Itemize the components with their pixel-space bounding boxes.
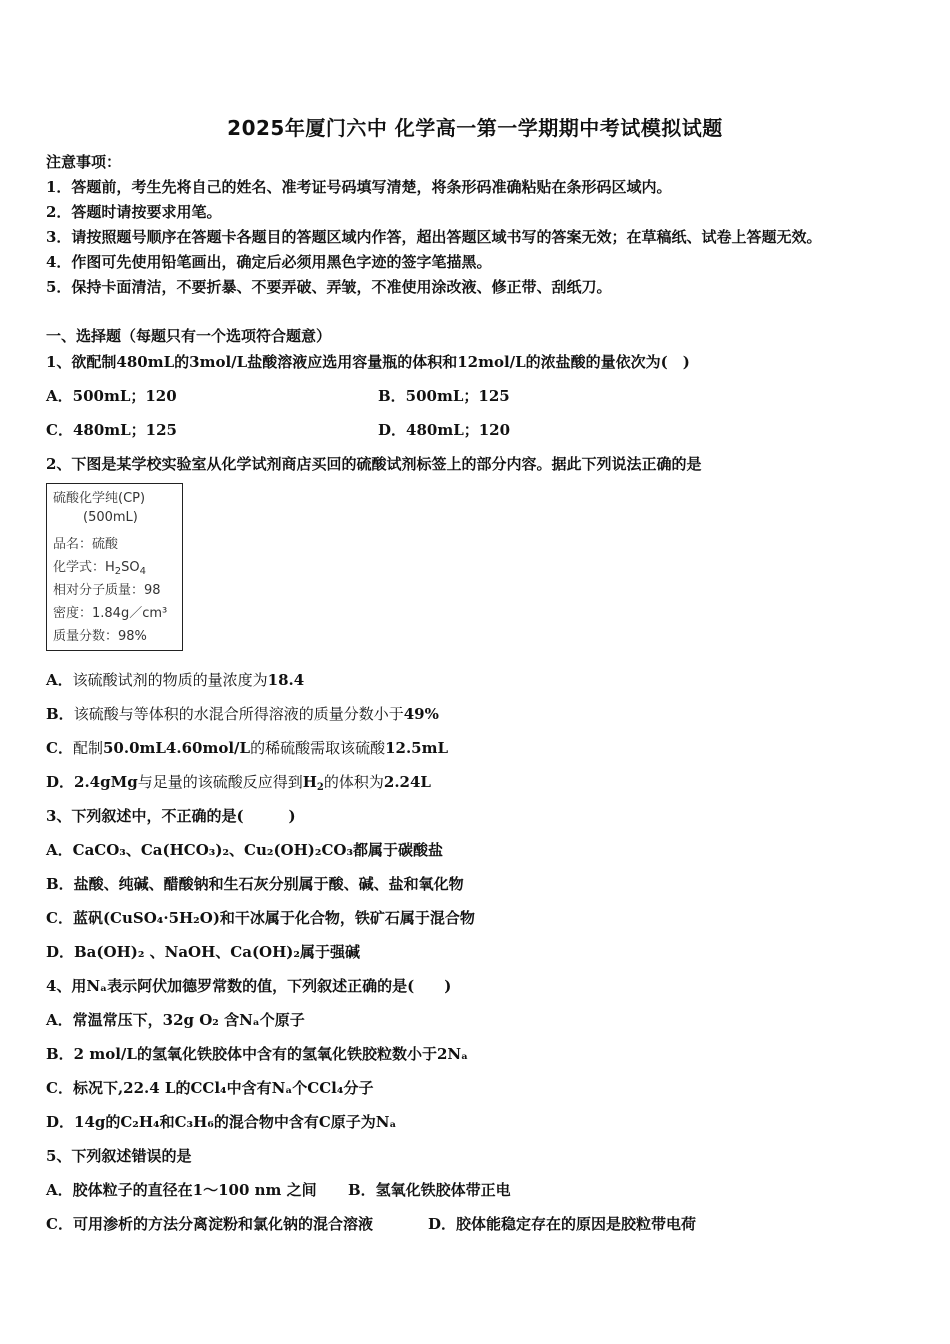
question-5-stem: 5、下列叙述错误的是 bbox=[46, 1147, 192, 1165]
section-heading: 一、选择题（每题只有一个选项符合题意） bbox=[46, 327, 332, 345]
q1-option-b: B．500mL；125 bbox=[378, 387, 510, 405]
label-line: (500mL) bbox=[83, 510, 138, 525]
notice-item: 3．请按照题号顺序在答题卡各题目的答题区域内作答，超出答题区域书写的答案无效；在草稿纸、试卷上答题无效。 bbox=[46, 228, 822, 246]
q3-option-c: C．蓝矾(CuSO₄·5H₂O)和干冰属于化合物，铁矿石属于混合物 bbox=[46, 909, 475, 927]
q5-option-d: D．胶体能稳定存在的原因是胶粒带电荷 bbox=[428, 1215, 697, 1233]
q5-option-a: A．胶体粒子的直径在1～100 nm 之间 bbox=[46, 1181, 317, 1199]
q3-option-d: D．Ba(OH)₂ 、NaOH、Ca(OH)₂属于强碱 bbox=[46, 943, 360, 961]
label-line: 质量分数：98% bbox=[53, 629, 147, 644]
reagent-label-image bbox=[46, 483, 183, 651]
question-2-stem: 2、下图是某学校实验室从化学试剂商店买回的硫酸试剂标签上的部分内容。据此下列说法正确的是 bbox=[46, 455, 702, 473]
q4-option-c: C．标况下,22.4 L的CCl₄中含有Nₐ个CCl₄分子 bbox=[46, 1079, 374, 1097]
q4-option-b: B．2 mol/L的氢氧化铁胶体中含有的氢氧化铁胶粒数小于2Nₐ bbox=[46, 1045, 469, 1063]
q2-option-d: D．2.4gMg与足量的该硫酸反应得到$H_2$的体积为2.24L bbox=[46, 773, 431, 793]
label-line: 硫酸化学纯(CP) bbox=[53, 491, 146, 506]
q1-option-d: D．480mL；120 bbox=[378, 421, 511, 439]
q3-option-a: A．CaCO₃、Ca(HCO₃)₂、Cu₂(OH)₂CO₃都属于碳酸盐 bbox=[46, 841, 444, 859]
question-1-stem: 1、欲配制480mL的3mol/L盐酸溶液应选用容量瓶的体积和12mol/L的浓盐酸的量依次为( ) bbox=[46, 353, 690, 371]
label-line: 品名：硫酸 bbox=[53, 537, 119, 552]
q4-option-d: D．14g的C₂H₄和C₃H₆的混合物中含有C原子为Nₐ bbox=[46, 1113, 397, 1131]
notice-item: 2．答题时请按要求用笔。 bbox=[46, 203, 222, 221]
question-4-stem: 4、用Nₐ表示阿伏加德罗常数的值，下列叙述正确的是( ) bbox=[46, 977, 452, 995]
label-line: 化学式：$H_2SO_4$ bbox=[53, 560, 147, 577]
q5-option-c: C．可用渗析的方法分离淀粉和氯化钠的混合溶液 bbox=[46, 1215, 373, 1233]
label-line: 相对分子质量：98 bbox=[53, 583, 161, 598]
q2-option-c: C．配制50.0mL4.60mol/L的稀硫酸需取该硫酸12.5mL bbox=[46, 739, 449, 757]
notice-item: 1．答题前，考生先将自己的姓名、准考证号码填写清楚，将条形码准确粘贴在条形码区域内。 bbox=[46, 178, 672, 196]
q4-option-a: A．常温常压下，32g O₂ 含Nₐ个原子 bbox=[46, 1011, 305, 1029]
q2-option-b: B．该硫酸与等体积的水混合所得溶液的质量分数小于49% bbox=[46, 705, 439, 723]
q5-option-b: B．氢氧化铁胶体带正电 bbox=[348, 1181, 511, 1199]
notice-heading: 注意事项： bbox=[46, 153, 122, 171]
notice-item: 4．作图可先使用铅笔画出，确定后必须用黑色字迹的签字笔描黑。 bbox=[46, 253, 492, 271]
q1-option-c: C．480mL；125 bbox=[46, 421, 177, 439]
q2-option-a: A．该硫酸试剂的物质的量浓度为18.4 bbox=[46, 671, 305, 689]
q3-option-b: B．盐酸、纯碱、醋酸钠和生石灰分别属于酸、碱、盐和氧化物 bbox=[46, 875, 464, 893]
q1-option-a: A．500mL；120 bbox=[46, 387, 177, 405]
question-3-stem: 3、下列叙述中，不正确的是( ) bbox=[46, 807, 296, 825]
page-title: 2025年厦门六中 化学高一第一学期期中考试模拟试题 bbox=[227, 116, 723, 140]
notice-item: 5．保持卡面清洁，不要折暴、不要弄破、弄皱，不准使用涂改液、修正带、刮纸刀。 bbox=[46, 278, 612, 296]
label-line: 密度：1.84g／cm³ bbox=[53, 606, 168, 621]
